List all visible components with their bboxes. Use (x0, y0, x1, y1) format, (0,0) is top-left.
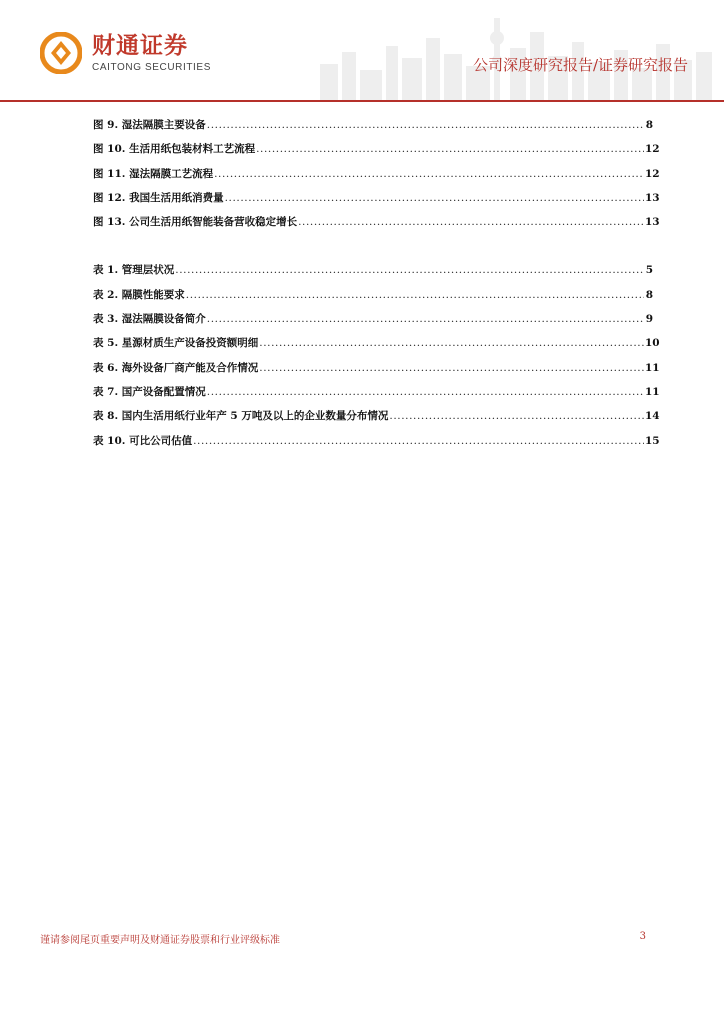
leader-dots (256, 137, 644, 161)
leader-dots (214, 162, 644, 186)
company-logo (40, 30, 220, 78)
table-page: 8 (645, 288, 653, 301)
figure-page: 12 (645, 143, 660, 156)
figure-page: 8 (645, 119, 653, 131)
table-entry[interactable] (93, 307, 653, 331)
figure-title: 图 11. 湿法隔膜工艺流程 (93, 167, 214, 180)
table-entry[interactable] (93, 283, 653, 307)
table-title: 表 5. 星源材质生产设备投资额明细 (93, 337, 259, 350)
leader-dots (207, 380, 644, 404)
logo-english-name: CAITONG SECURITIES (92, 62, 211, 73)
figure-page: 12 (645, 167, 660, 180)
table-title: 表 10. 可比公司估值 (93, 434, 193, 447)
figure-title: 图 12. 我国生活用纸消费量 (93, 191, 224, 204)
table-title: 表 6. 海外设备厂商产能及合作情况 (93, 361, 259, 374)
leader-dots (207, 307, 644, 331)
page-number: 3 (639, 931, 646, 942)
table-page: 11 (645, 361, 660, 374)
disclaimer-note: 谨请参阅尾页重要声明及财通证券股票和行业评级标准 (40, 935, 280, 946)
figure-page: 13 (645, 191, 660, 204)
table-page: 10 (645, 337, 660, 350)
figure-title: 图 10. 生活用纸包装材料工艺流程 (93, 143, 256, 156)
table-title: 表 2. 隔膜性能要求 (93, 288, 185, 301)
table-page: 9 (645, 313, 653, 326)
leader-dots (259, 356, 644, 380)
table-entry[interactable] (93, 404, 660, 428)
figure-list (93, 113, 660, 234)
figure-title: 图 9. 湿法隔膜主要设备 (93, 119, 206, 131)
leader-dots (193, 429, 644, 453)
table-title: 表 1. 管理层状况 (93, 264, 175, 277)
table-of-contents (93, 113, 660, 453)
figure-entry[interactable] (93, 162, 660, 186)
table-title: 表 7. 国产设备配置情况 (93, 385, 206, 398)
figure-entry[interactable] (93, 113, 653, 137)
table-title: 表 3. 湿法隔膜设备简介 (93, 313, 206, 326)
table-entry[interactable] (93, 258, 653, 282)
table-entry[interactable] (93, 380, 660, 404)
leader-dots (259, 331, 644, 355)
leader-dots (298, 210, 644, 234)
leader-dots (389, 404, 644, 428)
leader-dots (225, 186, 644, 210)
figure-entry[interactable] (93, 210, 660, 234)
table-page: 15 (645, 434, 660, 447)
table-entry[interactable] (93, 331, 660, 355)
leader-dots (207, 113, 644, 137)
figure-page: 13 (645, 216, 660, 229)
figure-entry[interactable] (93, 186, 660, 210)
leader-dots (186, 283, 644, 307)
table-title: 表 8. 国内生活用纸行业年产 5 万吨及以上的企业数量分布情况 (93, 410, 389, 423)
table-page: 5 (645, 264, 653, 277)
leader-dots (175, 258, 644, 282)
report-type-label: 公司深度研究报告/证券研究报告 (472, 56, 688, 74)
table-list (93, 258, 660, 452)
figure-entry[interactable] (93, 137, 660, 161)
header-divider (0, 100, 724, 102)
page-header (0, 0, 724, 104)
table-entry[interactable] (93, 356, 660, 380)
table-entry[interactable] (93, 429, 660, 453)
logo-coin-icon (40, 32, 82, 74)
table-page: 14 (645, 410, 660, 423)
figure-title: 图 13. 公司生活用纸智能装备营收稳定增长 (93, 216, 298, 229)
table-page: 11 (645, 385, 660, 398)
logo-chinese-name: 财通证券 (92, 33, 188, 59)
